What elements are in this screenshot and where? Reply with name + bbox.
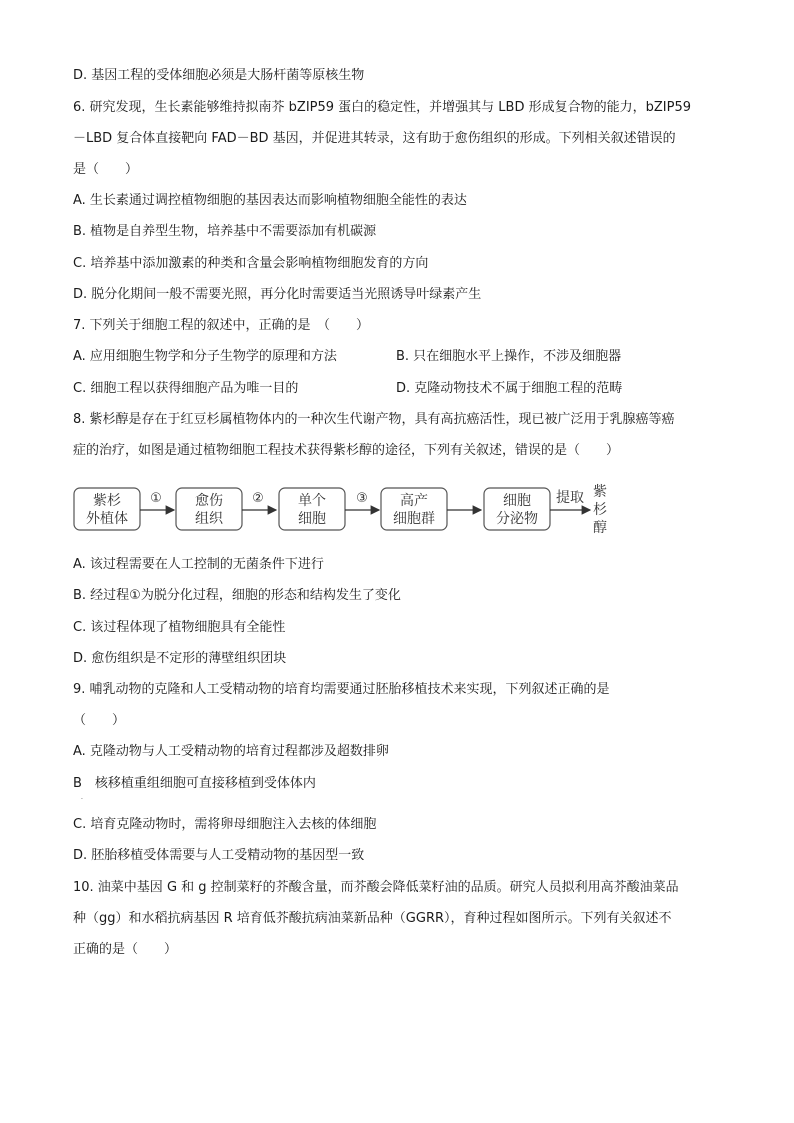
q6-stem-line-2: －LBD 复合体直接靶向 FAD－BD 基因，并促进其转录，这有助于愈伤组织的形成。下列相关叙述错误的 <box>73 131 676 146</box>
q8-flow-diagram <box>70 482 630 542</box>
diagram-product-char-1: 紫 <box>593 484 607 500</box>
q8-option-c: C. 该过程体现了植物细胞具有全能性 <box>73 620 286 635</box>
q9-option-b-dot: . <box>81 794 83 801</box>
q7-stem: 7. 下列关于细胞工程的叙述中，正确的是 （ ） <box>73 318 370 333</box>
q10-stem-line-1: 10. 油菜中基因 G 和 g 控制菜籽的芥酸含量，而芥酸会降低菜籽油的品质。研究人员拟利用高芥酸油菜品 <box>73 880 679 895</box>
diagram-box-callus-line-2: 组织 <box>195 511 223 527</box>
q7-option-d: D. 克隆动物技术不属于细胞工程的范畴 <box>396 381 623 396</box>
q10-stem-line-2: 种（gg）和水稻抗病基因 R 培育低芥酸抗病油菜新品种（GGRR），育种过程如图所示。下列有关叙述不 <box>73 911 672 926</box>
q8-option-a: A. 该过程需要在人工控制的无菌条件下进行 <box>73 557 324 572</box>
diagram-arrow-1-label: ① <box>150 491 162 506</box>
q7-option-a: A. 应用细胞生物学和分子生物学的原理和方法 <box>73 349 337 364</box>
diagram-box-single-cell-line-2: 细胞 <box>298 511 326 527</box>
q6-option-c: C. 培养基中添加激素的种类和含量会影响植物细胞发育的方向 <box>73 256 429 271</box>
q7-option-c: C. 细胞工程以获得细胞产品为唯一目的 <box>73 381 299 396</box>
diagram-product-char-3: 醇 <box>593 520 607 536</box>
diagram-box-single-cell-line-1: 单个 <box>298 493 326 509</box>
q8-stem-line-1: 8. 紫杉醇是存在于红豆杉属植物体内的一种次生代谢产物，具有高抗癌活性，现已被广泛用于乳腺癌等癌 <box>73 412 675 427</box>
diagram-product-char-2: 杉 <box>593 502 607 518</box>
q5-option-d: D. 基因工程的受体细胞必须是大肠杆菌等原核生物 <box>73 68 365 83</box>
q9-option-d: D. 胚胎移植受体需要与人工受精动物的基因型一致 <box>73 848 365 863</box>
q9-stem-line-1: 9. 哺乳动物的克隆和人工受精动物的培育均需要通过胚胎移植技术来实现，下列叙述正确的是 <box>73 682 610 697</box>
q6-option-d: D. 脱分化期间一般不需要光照，再分化时需要适当光照诱导叶绿素产生 <box>73 287 482 302</box>
q10-stem-line-3: 正确的是（ ） <box>73 942 178 957</box>
diagram-box-explant-line-2: 外植体 <box>86 511 128 527</box>
diagram-box-high-yield-line-1: 高产 <box>400 493 428 509</box>
q6-stem-line-1: 6. 研究发现，生长素能够维持拟南芥 bZIP59 蛋白的稳定性，并增强其与 LBD 形成复合物的能力，bZIP59 <box>73 100 691 115</box>
q8-option-d: D. 愈伤组织是不定形的薄壁组织团块 <box>73 651 287 666</box>
q8-option-b: B. 经过程①为脱分化过程，细胞的形态和结构发生了变化 <box>73 588 401 603</box>
diagram-box-explant-line-1: 紫杉 <box>93 493 121 509</box>
q6-option-b: B. 植物是自养型生物，培养基中不需要添加有机碳源 <box>73 224 377 239</box>
diagram-box-high-yield-line-2: 细胞群 <box>393 511 435 527</box>
diagram-box-secretion-line-1: 细胞 <box>503 493 531 509</box>
q7-option-b: B. 只在细胞水平上操作，不涉及细胞器 <box>396 349 622 364</box>
diagram-box-callus-line-1: 愈伤 <box>195 493 223 509</box>
q9-stem-line-2: （ ） <box>73 713 126 728</box>
q9-option-a: A. 克隆动物与人工受精动物的培育过程都涉及超数排卵 <box>73 744 389 759</box>
q6-option-a: A. 生长素通过调控植物细胞的基因表达而影响植物细胞全能性的表达 <box>73 193 467 208</box>
q6-stem-line-3: 是（ ） <box>73 162 139 177</box>
diagram-box-secretion-line-2: 分泌物 <box>496 511 538 527</box>
q8-stem-line-2: 症的治疗，如图是通过植物细胞工程技术获得紫杉醇的途径，下列有关叙述，错误的是（ ） <box>73 443 620 458</box>
q9-option-b: B 核移植重组细胞可直接移植到受体体内 <box>73 776 316 791</box>
diagram-arrow-3-label: ③ <box>356 491 368 506</box>
diagram-arrow-2-label: ② <box>252 491 264 506</box>
diagram-arrow-5-label: 提取 <box>556 490 584 506</box>
q9-option-c: C. 培育克隆动物时，需将卵母细胞注入去核的体细胞 <box>73 817 377 832</box>
